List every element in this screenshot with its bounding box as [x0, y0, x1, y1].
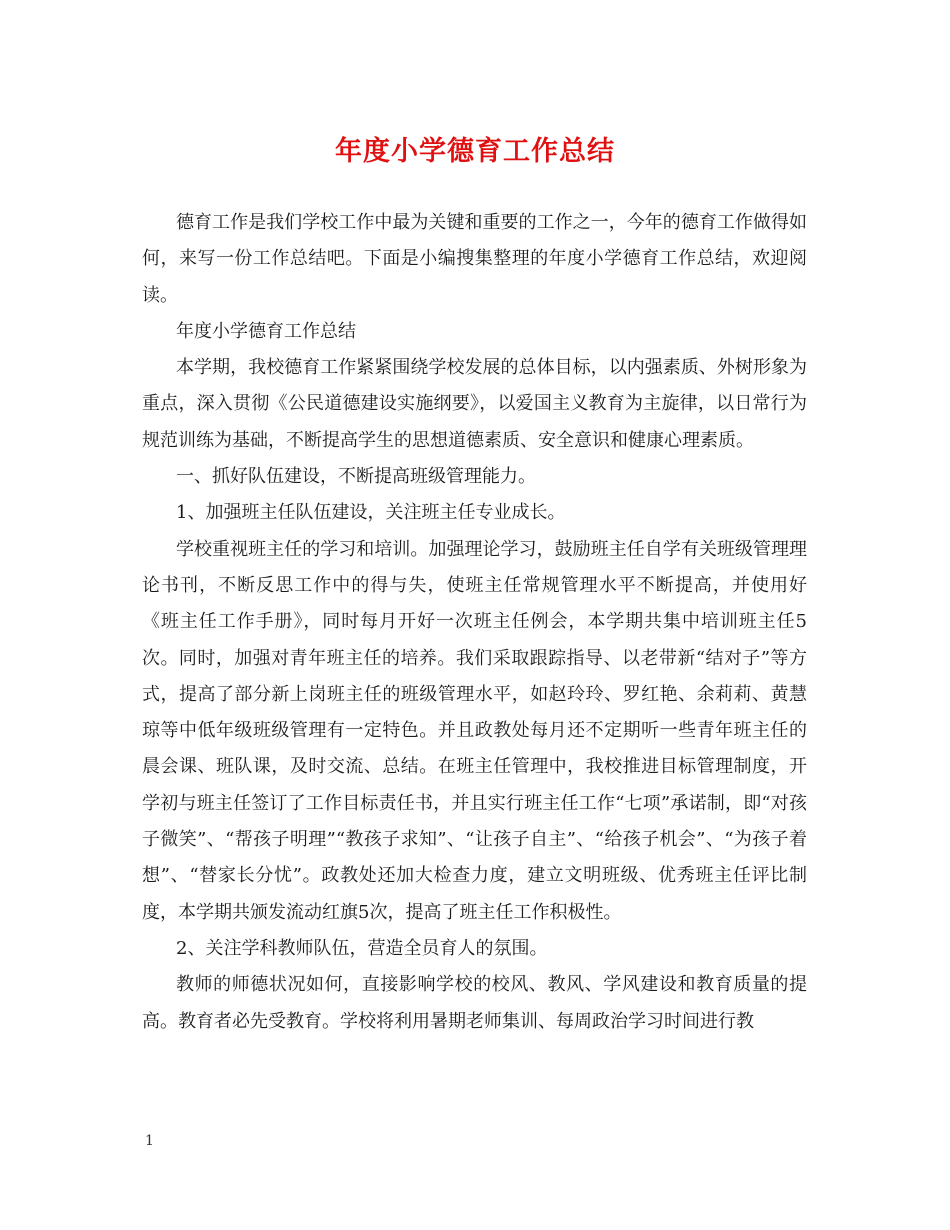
body-paragraph-headteachers: 学校重视班主任的学习和培训。加强理论学习，鼓励班主任自学有关班级管理理论书刊，不断反思工作中的得与失，使班主任常规管理水平不断提高，并使用好《班主任工作手册》，同时每月开好一次班主任例会，本学期共集中培训班主任5次。同时，加强对青年班主任的培养。我们采取跟踪指导、以老带新“结对子”等方式，提高了部分新上岗班主任的班级管理水平，如赵玲玲、罗红艳、余莉莉、黄慧琼等中低年级班级管理有一定特色。并且政教处每月还不定期听一些青年班主任的晨会课、班队课，及时交流、总结。在班主任管理中，我校推进目标管理制度，开学初与班主任签订了工作目标责任书，并且实行班主任工作“七项”承诺制，即“对孩子微笑”、“帮孩子明理”“教孩子求知”、“让孩子自主”、“给孩子机会”、“为孩子着想”、“替家长分忧”。政教处还加大检查力度，建立文明班级、优秀班主任评比制度，本学期共颁发流动红旗5次，提高了班主任工作积极性。: [142, 538, 807, 923]
section-heading-1: 一、抓好队伍建设，不断提高班级管理能力。: [176, 466, 536, 488]
document-title: 年度小学德育工作总结: [335, 136, 615, 167]
page-number: 1: [145, 1133, 154, 1149]
document-body: [142, 205, 807, 1040]
subsection-heading-2: 2、关注学科教师队伍，营造全员育人的氛围。: [176, 937, 548, 959]
subtitle-paragraph: 年度小学德育工作总结: [176, 320, 356, 342]
overview-paragraph: 本学期，我校德育工作紧紧围绕学校发展的总体目标，以内强素质、外树形象为重点，深入贯彻《公民道德建设实施纲要》，以爱国主义教育为主旋律，以日常行为规范训练为基础，不断提高学生的思想道德素质、安全意识和健康心理素质。: [142, 357, 807, 451]
subsection-heading-1: 1、加强班主任队伍建设，关注班主任专业成长。: [176, 502, 566, 524]
intro-paragraph: 德育工作是我们学校工作中最为关键和重要的工作之一，今年的德育工作做得如何，来写一份工作总结吧。下面是小编搜集整理的年度小学德育工作总结，欢迎阅读。: [142, 212, 807, 306]
body-paragraph-teacher-ethics: 教师的师德状况如何，直接影响学校的校风、教风、学风建设和教育质量的提高。教育者必先受教育。学校将利用暑期老师集训、每周政治学习时间进行教: [142, 974, 807, 1032]
